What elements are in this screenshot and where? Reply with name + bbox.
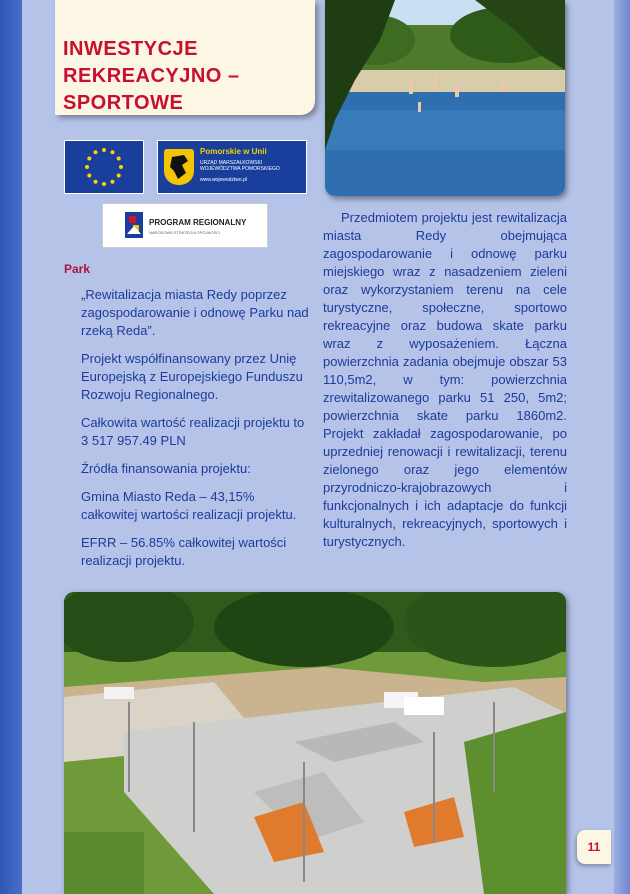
skatepark-aerial-photo [64,592,566,894]
program-regionalny-subtitle: NARODOWA STRATEGIA SPÓJNOŚCI [149,230,221,235]
project-name-paragraph: „Rewitalizacja miasta Redy poprzez zagospodarowanie i odnowę Parku nad rzeką Reda”. [81,287,309,338]
cofinancing-paragraph: Projekt współfinansowany przez Unię Europejską z Europejskiego Funduszu Rozwoju Regionalnego. [81,351,303,402]
pomorskie-logo-title: Pomorskie w Unii [200,147,267,156]
page-number: 11 [577,830,611,864]
title-line-2: REKREACYJNO – [63,65,240,87]
page-title [63,36,240,117]
program-regionalny-mark-icon [125,212,143,238]
river-photo [325,0,565,196]
title-box [55,0,315,115]
pomorskie-logo [157,140,307,194]
project-details [81,286,309,580]
funding-sources-paragraph: Źródła finansowania projektu: [81,461,251,476]
program-regionalny-logo [102,203,268,248]
total-value-paragraph: Całkowita wartość realizacji projektu to 3 517 957.49 PLN [81,415,305,448]
eu-flag-logo [64,140,144,194]
left-decorative-strip [0,0,22,894]
pomorskie-logo-url: www.wojewodztwo.pl [200,177,247,183]
municipality-share-paragraph: Gmina Miasto Reda – 43,15% całkowitej wartości realizacji projektu. [81,489,297,522]
title-line-1: INWESTYCJE [63,38,199,60]
right-decorative-strip [614,0,630,894]
efrr-share-paragraph: EFRR – 56.85% całkowitej wartości realizacji projektu. [81,535,287,568]
park-heading: Park [64,262,91,276]
title-line-3: SPORTOWE [63,92,184,114]
griffin-coat-icon [164,149,194,185]
project-description: Przedmiotem projektu jest rewitalizacja miasta Redy obejmująca zagospodarowanie i odnowę parku miejskiego wraz z nasadzeniem zieleni oraz wykorzystaniem terenu na cele turystyczne, społeczne, sportowo rekreacyjne oraz budowa skate parku wraz z wyposażeniem. Łączna powierzchnia zadania obejmuje obszar 53 110,5m2, w tym: powierzchnia zrewitalizowanego parku 51 250, 5m2; powierzchnia skate parku 1860m2. Projekt zakładał zagospodarowanie, po uprzedniej renowacji i rewitalizacji, terenu zielonego oraz jego elementów przyrodniczo-krajobrazowych i funkcjonalnych i ich adaptacje do funkcji kulturalnych, rekreacyjnych, sportowych i turystycznych. [323,210,567,549]
pomorskie-logo-subtitle: URZĄD MARSZAŁKOWSKI WOJEWÓDZTWA POMORSKIEGO [200,160,280,172]
program-regionalny-title: PROGRAM REGIONALNY [149,218,247,227]
